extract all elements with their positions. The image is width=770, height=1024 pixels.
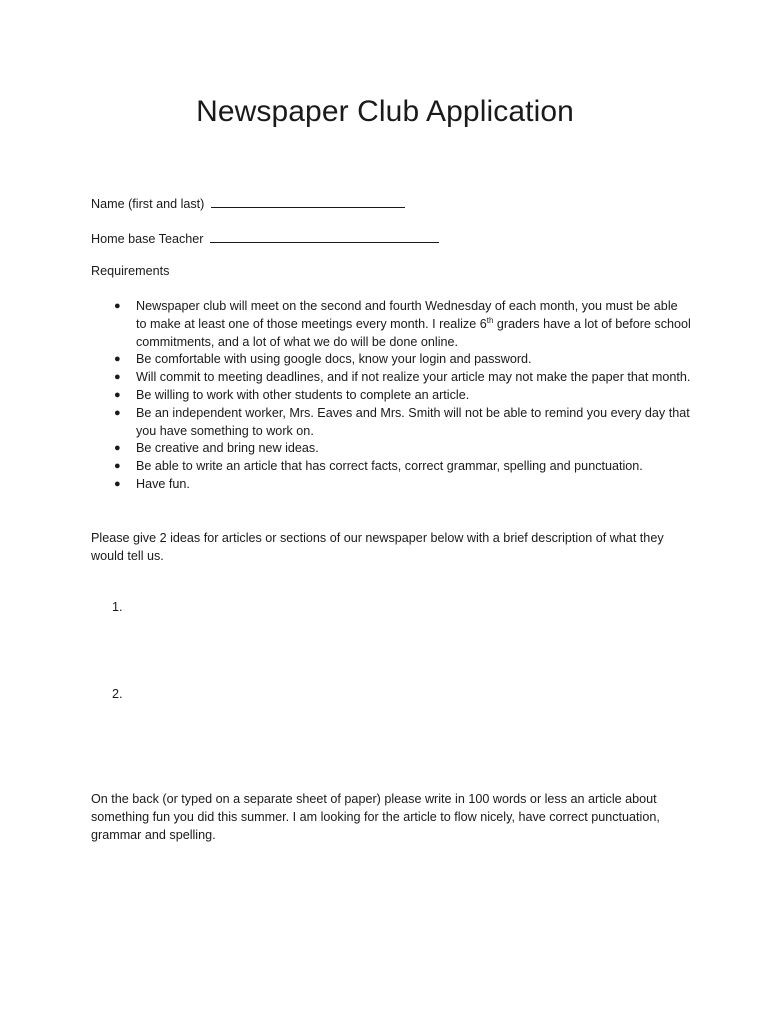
bullet-icon: ● xyxy=(114,460,121,473)
ideas-prompt: Please give 2 ideas for articles or sections of our newspaper below with a brief description of what they would tell us. xyxy=(91,531,664,563)
list-item xyxy=(91,405,691,441)
list-item xyxy=(91,351,691,369)
requirement-text: Will commit to meeting deadlines, and if not realize your article may not make the paper that month. xyxy=(136,370,691,385)
idea-number-1: 1. xyxy=(112,600,123,614)
requirement-text: Have fun. xyxy=(136,476,190,491)
list-item xyxy=(91,298,691,351)
superscript: th xyxy=(486,315,494,325)
name-blank-line[interactable] xyxy=(211,194,405,208)
requirement-text: Newspaper club will meet on the second and fourth Wednesday of each month, you must be able to make at least one of those meetings every month. I realize 6 xyxy=(136,299,678,331)
requirement-text: Be comfortable with using google docs, know your login and password. xyxy=(136,352,532,367)
bullet-icon: ● xyxy=(114,388,121,401)
idea-number-2: 2. xyxy=(112,687,123,701)
bullet-icon: ● xyxy=(114,477,121,490)
bullet-icon: ● xyxy=(114,300,121,312)
bullet-icon: ● xyxy=(114,442,121,455)
requirement-text: Be an independent worker, Mrs. Eaves and Mrs. Smith will not be able to remind you every day that you have something to work on. xyxy=(136,405,690,438)
teacher-field-label: Home base Teacher xyxy=(91,232,204,246)
requirements-heading: Requirements xyxy=(91,264,170,278)
bullet-icon: ● xyxy=(114,371,121,384)
teacher-blank-line[interactable] xyxy=(210,229,439,243)
bullet-icon: ● xyxy=(114,406,121,419)
requirement-text: Be creative and bring new ideas. xyxy=(136,441,319,456)
list-item xyxy=(91,458,691,476)
list-item xyxy=(91,387,691,405)
requirement-text-continued: graders have a lot of before school commitments, and a lot of what we do will be done online. xyxy=(136,316,691,349)
list-item xyxy=(91,369,691,387)
bullet-icon: ● xyxy=(114,353,121,366)
name-field xyxy=(91,194,405,211)
requirement-text: Be able to write an article that has correct facts, correct grammar, spelling and punctuation. xyxy=(136,459,643,474)
requirements-list xyxy=(91,298,691,494)
closing-instructions: On the back (or typed on a separate sheet of paper) please write in 100 words or less an article about something fun you did this summer. I am looking for the article to flow nicely, have correct punctuation, grammar and spelling. xyxy=(91,792,660,842)
teacher-field xyxy=(91,229,439,246)
page-title: Newspaper Club Application xyxy=(196,95,574,128)
name-field-label: Name (first and last) xyxy=(91,197,205,211)
requirement-text: Be willing to work with other students to complete an article. xyxy=(136,387,470,402)
list-item xyxy=(91,476,691,494)
list-item xyxy=(91,440,691,458)
